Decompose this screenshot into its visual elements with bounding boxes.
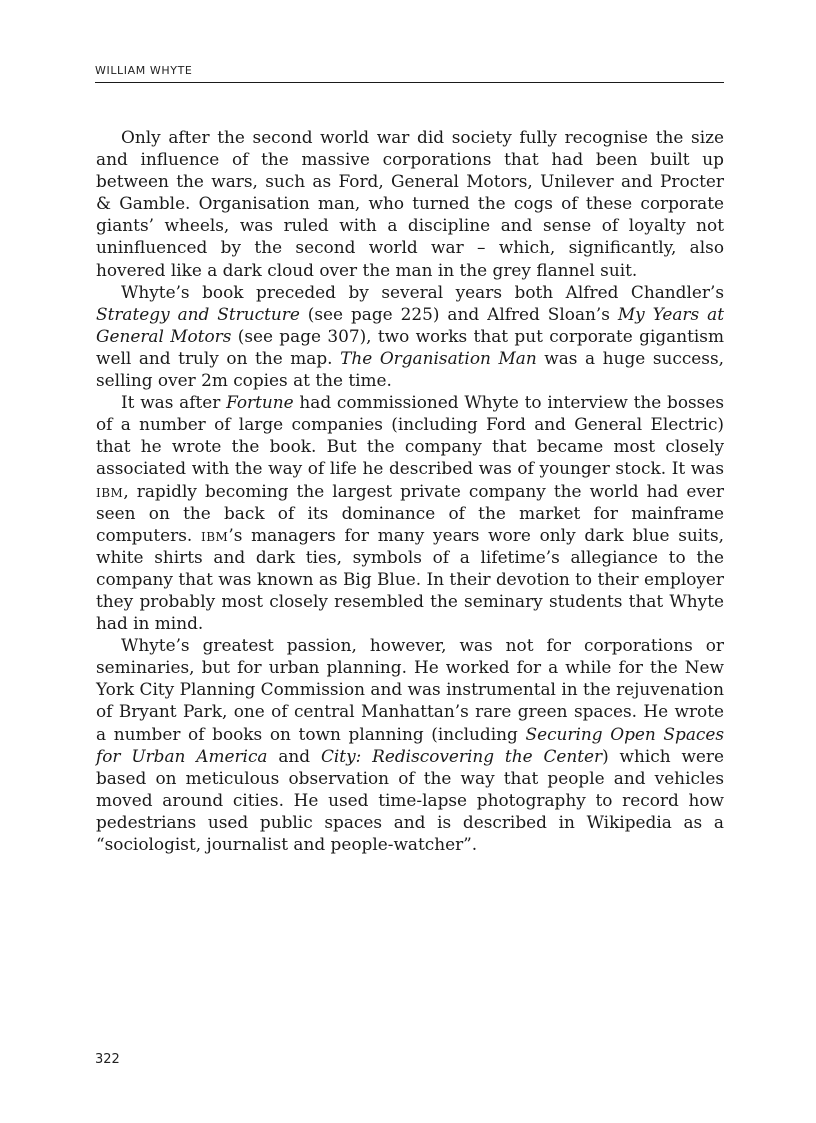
page-number: 322 bbox=[95, 1052, 120, 1067]
paragraph-text: (see page 307), two works that put corporate gigantism well and truly on the map. bbox=[96, 325, 724, 368]
paragraph-text: Whyte’s greatest passion, however, was not for corporations or seminaries, but for urban planning. He worked for a while for the New York City Planning Commission and was instrumental in the rejuvenation of Bryant Park, one of central Manhattan’s rare green spaces. He wrote a number of books on town planning (including bbox=[96, 635, 724, 744]
paragraph-text: Only after the second world war did society fully recognise the size and influence of the massive corporations that had been built up between the wars, such as Ford, General Motors, Unilever and Procter & Gamble. Organisation man, who turned the cogs of these corporate giants’ wheels, was ruled with a discipline and sense of loyalty not uninfluenced by the second world war – which, significantly, also hovered like a dark cloud over the man in the grey flannel suit. bbox=[96, 127, 724, 280]
body-text bbox=[96, 126, 724, 855]
running-head: WILLIAM WHYTE bbox=[95, 64, 193, 77]
paragraph-text: ’s managers for many years wore only dark blue suits, white shirts and dark ties, symbols of a lifetime’s allegiance to the company that was known as Big Blue. In their devotion to their employer they probably most closely resembled the seminary students that Whyte had in mind. bbox=[96, 524, 724, 634]
header-rule bbox=[95, 82, 724, 83]
paragraph-text: (see page 225) and Alfred Sloan’s bbox=[299, 303, 618, 324]
paragraph-text: ) which were based on meticulous observation of the way that people and vehicles moved around cities. He used time-lapse photography to record how pedestrians used public spaces and is described in Wikipedia as a “sociologist, journalist and people-watcher”. bbox=[96, 745, 724, 854]
paragraph-4 bbox=[96, 634, 724, 855]
paragraph-3 bbox=[96, 391, 724, 634]
publication-title: Fortune bbox=[226, 392, 294, 413]
paragraph-2 bbox=[96, 281, 724, 391]
paragraph-text: had commissioned Whyte to interview the bosses of a number of large companies (including Ford and General Electric) that he wrote the book. But the company that became most closely associated with the way of life he described was of younger stock. It was bbox=[96, 392, 724, 479]
company-abbreviation: ibm bbox=[201, 524, 229, 545]
paragraph-text: was a huge success, selling over 2m copies at the time. bbox=[96, 347, 724, 391]
book-title: Securing Open Spaces for Urban America bbox=[96, 723, 725, 766]
book-title: Strategy and Structure bbox=[96, 303, 300, 324]
company-abbreviation: ibm bbox=[96, 480, 124, 501]
book-title: City: Rediscovering the Center bbox=[320, 745, 603, 766]
paragraph-text: It was after bbox=[121, 392, 227, 413]
paragraph-1 bbox=[96, 126, 724, 281]
paragraph-text: , rapidly becoming the largest private company the world had ever seen on the back of its dominance of the market for mainframe computers. bbox=[96, 480, 724, 545]
paragraph-text: Whyte’s book preceded by several years both Alfred Chandler’s bbox=[121, 281, 724, 302]
book-title: My Years at General Motors bbox=[96, 303, 724, 346]
paragraph-text: and bbox=[267, 745, 321, 766]
book-title: The Organisation Man bbox=[340, 347, 537, 368]
